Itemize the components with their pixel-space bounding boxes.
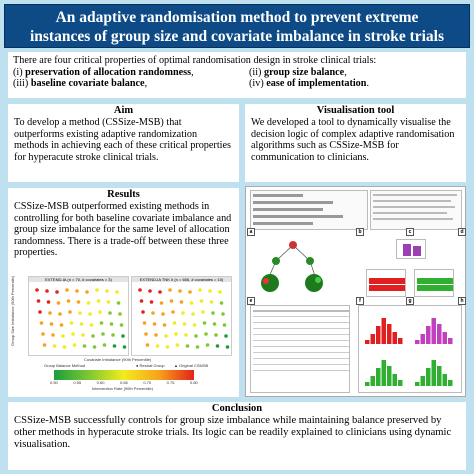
scatter-point	[68, 310, 72, 314]
scatter-point	[161, 312, 165, 316]
visualisation-panel	[245, 104, 466, 182]
scatter-point	[35, 288, 39, 292]
tool-table-rule-5	[253, 340, 349, 341]
scatter-point	[50, 322, 54, 326]
property-item-1: (i) preservation of allocation randomness,	[13, 66, 194, 78]
scatter-point	[198, 288, 202, 292]
plot-left-dots	[29, 282, 128, 355]
histogram-bar	[426, 368, 431, 386]
scatter-point	[180, 300, 184, 304]
scatter-point	[41, 332, 45, 336]
property-item-4: (iv) ease of implementation.	[249, 78, 369, 89]
histogram-bar	[448, 380, 453, 386]
scatter-point	[75, 289, 79, 293]
tool-control-row-4	[253, 215, 343, 218]
tool-notes	[370, 190, 462, 230]
scatter-point	[58, 312, 62, 316]
tool-summary-table	[250, 305, 350, 393]
tool-table-rule-3	[253, 328, 349, 329]
conclusion-heading: Conclusion	[211, 403, 263, 414]
tool-label-b: b	[356, 228, 364, 236]
tool-table-rule-4	[253, 334, 349, 335]
scatter-point	[57, 301, 61, 305]
histogram-bar	[398, 380, 403, 386]
histogram-bar	[443, 374, 448, 386]
scatter-point	[143, 321, 147, 325]
tool-group-size-chart	[396, 239, 426, 259]
colorbar-tick: 0.50	[50, 380, 58, 385]
colorbar-tick: 0.65	[120, 380, 128, 385]
scatter-point	[163, 323, 167, 327]
scatter-point	[216, 344, 220, 348]
scatter-point	[220, 301, 224, 305]
tool-histograms	[358, 305, 462, 393]
scatter-point	[63, 345, 67, 349]
scatter-point	[224, 334, 228, 338]
scatter-point	[65, 288, 69, 292]
aim-body: To develop a method (CSSize-MSB) that outperforms existing adaptive randomization methods in achieving each of these critical properties for hyperacute stroke clinical trials.	[14, 117, 231, 163]
tool-table-rule-7	[253, 352, 349, 353]
tool-stratum-1-bar-2	[369, 285, 405, 291]
intro-lead: There are four critical properties of optimal randomisation design in stroke clinical trials:	[13, 55, 377, 66]
scatter-point	[61, 334, 65, 338]
tool-stratum-chart-1	[366, 269, 406, 297]
scatter-point	[67, 299, 71, 303]
colorbar-tick: 0.70	[143, 380, 152, 385]
tool-table-rule-9	[253, 364, 349, 365]
scatter-point	[98, 310, 102, 314]
tool-label-a: a	[247, 228, 255, 236]
plot-right	[131, 276, 232, 356]
scatter-point	[138, 288, 142, 292]
legend-method-1: ● Restrat Group	[136, 363, 165, 368]
tool-stratum-2-bar-2	[417, 285, 453, 291]
poster-title	[4, 4, 470, 48]
scatter-point	[210, 300, 214, 304]
histogram-bar	[393, 332, 398, 344]
tool-table-rule-10	[253, 370, 349, 371]
scatter-point	[123, 345, 127, 349]
histogram-bar	[398, 338, 403, 344]
scatter-point	[213, 322, 217, 326]
histogram-bar	[376, 368, 381, 386]
tool-label-f: f	[356, 297, 364, 305]
scatter-point	[211, 311, 215, 315]
colorbar-tick: 0.75	[166, 380, 175, 385]
scatter-point	[176, 343, 180, 347]
scatter-point	[158, 290, 162, 294]
results-body: CSSize-MSB outperformed existing methods in controlling for both baseline covariate imbalance and group size imbalance for the same level of allocation randomness. There is a trade-off between these three properties.	[14, 201, 232, 259]
scatter-point	[60, 323, 64, 327]
scatter-point	[121, 334, 125, 338]
scatter-point	[85, 290, 89, 294]
tool-table-rule-2	[253, 322, 349, 323]
scatter-point	[153, 322, 157, 326]
scatter-point	[193, 323, 197, 327]
tool-group-size-bar-2	[413, 246, 421, 256]
histogram-bar	[365, 382, 370, 386]
tool-controls	[250, 190, 368, 230]
results-heading: Results	[107, 189, 140, 200]
histogram-bar	[415, 340, 420, 344]
tool-group-size-bar-1	[403, 244, 411, 256]
scatter-point	[170, 299, 174, 303]
scatter-point	[214, 333, 218, 337]
histogram-bar	[443, 332, 448, 344]
scatter-point	[186, 344, 190, 348]
colorbar-tick: 0.60	[96, 380, 105, 385]
legend-method-2: ▲ Original CSMSB	[174, 363, 209, 368]
x-axis-label: Covariate Imbalance (90th Percentile)	[84, 357, 152, 362]
scatter-point	[100, 321, 104, 325]
scatter-point	[173, 321, 177, 325]
scatter-point	[196, 345, 200, 349]
tool-table-rule-8	[253, 358, 349, 359]
scatter-point	[55, 290, 59, 294]
scatter-point	[200, 299, 204, 303]
scatter-point	[103, 343, 107, 347]
scatter-point	[97, 299, 101, 303]
scatter-point	[226, 345, 230, 349]
scatter-point	[51, 333, 55, 337]
tool-label-e: e	[247, 297, 255, 305]
histogram-bar	[437, 324, 442, 344]
scatter-point	[118, 312, 122, 316]
scatter-point	[91, 334, 95, 338]
scatter-point	[190, 301, 194, 305]
property-item-3: (iii) baseline covariate balance,	[13, 78, 148, 89]
scatter-point	[201, 310, 205, 314]
tool-label-c: c	[406, 228, 414, 236]
tool-note-row-3	[373, 206, 455, 208]
scatter-point	[108, 311, 112, 315]
property-item-2: (ii) group size balance,	[249, 66, 347, 78]
scatter-point	[110, 322, 114, 326]
tool-note-row-4	[373, 212, 447, 214]
scatter-point	[101, 332, 105, 336]
scatter-point	[188, 290, 192, 294]
visualisation-tool-screenshot	[245, 186, 466, 397]
scatter-point	[88, 312, 92, 316]
scatter-point	[146, 343, 150, 347]
scatter-point	[40, 321, 44, 325]
plot-right-dots	[132, 282, 231, 355]
histogram-bar	[376, 326, 381, 344]
scatter-point	[151, 311, 155, 315]
title-line-2: instances of group size and covariate imbalance in stroke trials	[29, 28, 445, 45]
histogram-bar	[382, 360, 387, 386]
scatter-point	[166, 345, 170, 349]
aim-heading: Aim	[113, 105, 134, 116]
tool-label-g: g	[406, 297, 414, 305]
plot-right-title: EXTEND-IA TNK II (n = 656, # covariates = 10)	[132, 277, 231, 282]
scatter-point	[77, 300, 81, 304]
conclusion-body: CSSize-MSB successfully controls for group size imbalance while maintaining balance preserved by other methods in hyperacute stroke trials. Its logic can be readily explained to clinicians using dynamic visualisation.	[14, 415, 452, 450]
histogram-bar	[387, 324, 392, 344]
scatter-point	[95, 288, 99, 292]
scatter-point	[90, 323, 94, 327]
scatter-point	[223, 323, 227, 327]
tool-control-row-3	[253, 208, 323, 211]
title-line-1: An adaptive randomisation method to prevent extreme	[55, 9, 419, 26]
scatter-point	[83, 344, 87, 348]
scatter-point	[45, 289, 49, 293]
scatter-point	[70, 321, 74, 325]
colorbar-tick: 0.80	[190, 380, 198, 385]
tool-table-rule-6	[253, 346, 349, 347]
scatter-point	[47, 300, 51, 304]
histogram-bar	[382, 318, 387, 344]
intro-panel	[8, 52, 466, 98]
scatter-point	[168, 288, 172, 292]
scatter-point	[160, 301, 164, 305]
tool-note-row-1	[373, 194, 457, 196]
histogram-bar	[387, 366, 392, 386]
histogram-bar	[393, 374, 398, 386]
scatter-point	[115, 290, 119, 294]
y-axis-label: Group Size Imbalance (90th Percentile)	[10, 275, 15, 346]
tool-stratum-1-bar-1	[369, 278, 405, 284]
colorbar-ticks	[50, 380, 198, 385]
scatter-point	[148, 289, 152, 293]
scatter-point	[171, 310, 175, 314]
scatter-point	[140, 299, 144, 303]
tool-note-row-5	[373, 218, 453, 220]
histogram-bar	[448, 338, 453, 344]
colorbar	[54, 370, 194, 380]
scatter-point	[48, 311, 52, 315]
tool-control-row-2	[253, 201, 333, 204]
scatter-point	[191, 312, 195, 316]
scatter-point	[174, 332, 178, 336]
histogram-bar	[432, 360, 437, 386]
tool-note-row-2	[373, 200, 451, 202]
scatter-point	[144, 332, 148, 336]
histogram-bar	[421, 334, 426, 344]
histogram-bar	[371, 334, 376, 344]
scatter-point	[184, 333, 188, 337]
scatter-point	[194, 334, 198, 338]
visualisation-body: We developed a tool to dynamically visualise the decision logic of complex adaptive randomisation algorithms such as CSSize-MSB for communication to clinicians.	[251, 117, 455, 163]
conclusion-panel	[8, 402, 466, 470]
histogram-bar	[421, 376, 426, 386]
colorbar-tick: 0.55	[73, 380, 82, 385]
scatter-point	[107, 300, 111, 304]
plot-left-title: EXTEND-IA (n = 70, # covariates = 3)	[29, 277, 128, 282]
scatter-point	[178, 289, 182, 293]
histogram-bar	[415, 382, 420, 386]
scatter-point	[93, 345, 97, 349]
scatter-point	[203, 321, 207, 325]
tool-label-d: d	[458, 228, 466, 236]
scatter-point	[206, 343, 210, 347]
scatter-point	[221, 312, 225, 316]
scatter-point	[87, 301, 91, 305]
property-list	[13, 67, 461, 90]
tool-stratum-2-bar-1	[417, 278, 453, 284]
tool-control-row-1	[253, 194, 303, 197]
tool-tree-diagram	[258, 239, 328, 299]
scatter-point	[105, 289, 109, 293]
scatter-point	[208, 289, 212, 293]
histogram-bar	[437, 366, 442, 386]
tool-table-header	[253, 310, 349, 312]
scatter-point	[78, 311, 82, 315]
tool-label-h: h	[458, 297, 466, 305]
histogram-bar	[432, 318, 437, 344]
results-figure	[10, 275, 234, 394]
aim-panel	[8, 104, 239, 182]
scatter-point	[150, 300, 154, 304]
balance-method-label: Group Balance Method	[44, 363, 86, 368]
scatter-point	[38, 310, 42, 314]
scatter-point	[80, 322, 84, 326]
histogram-bar	[371, 376, 376, 386]
scatter-point	[181, 311, 185, 315]
tool-table-rule-1	[253, 316, 349, 317]
scatter-point	[117, 301, 121, 305]
scatter-point	[183, 322, 187, 326]
scatter-point	[81, 333, 85, 337]
scatter-point	[113, 344, 117, 348]
histogram-bar	[365, 340, 370, 344]
scatter-point	[43, 343, 47, 347]
scatter-point	[73, 343, 77, 347]
scatter-point	[204, 332, 208, 336]
scatter-point	[71, 332, 75, 336]
plot-left	[28, 276, 129, 356]
scatter-point	[164, 334, 168, 338]
scatter-point	[111, 333, 115, 337]
scatter-point	[53, 344, 57, 348]
tool-histogram-svg	[359, 306, 461, 392]
scatter-point	[141, 310, 145, 314]
scatter-point	[156, 344, 160, 348]
histogram-bar	[426, 326, 431, 344]
tool-control-row-5	[253, 222, 313, 225]
scatter-point	[218, 290, 222, 294]
tool-stratum-chart-2	[414, 269, 454, 297]
scatter-point	[154, 333, 158, 337]
colorbar-label: Intervention Rate (90th Percentile)	[92, 386, 153, 391]
scatter-point	[120, 323, 124, 327]
scatter-point	[37, 299, 41, 303]
visualisation-heading: Visualisation tool	[316, 105, 395, 116]
